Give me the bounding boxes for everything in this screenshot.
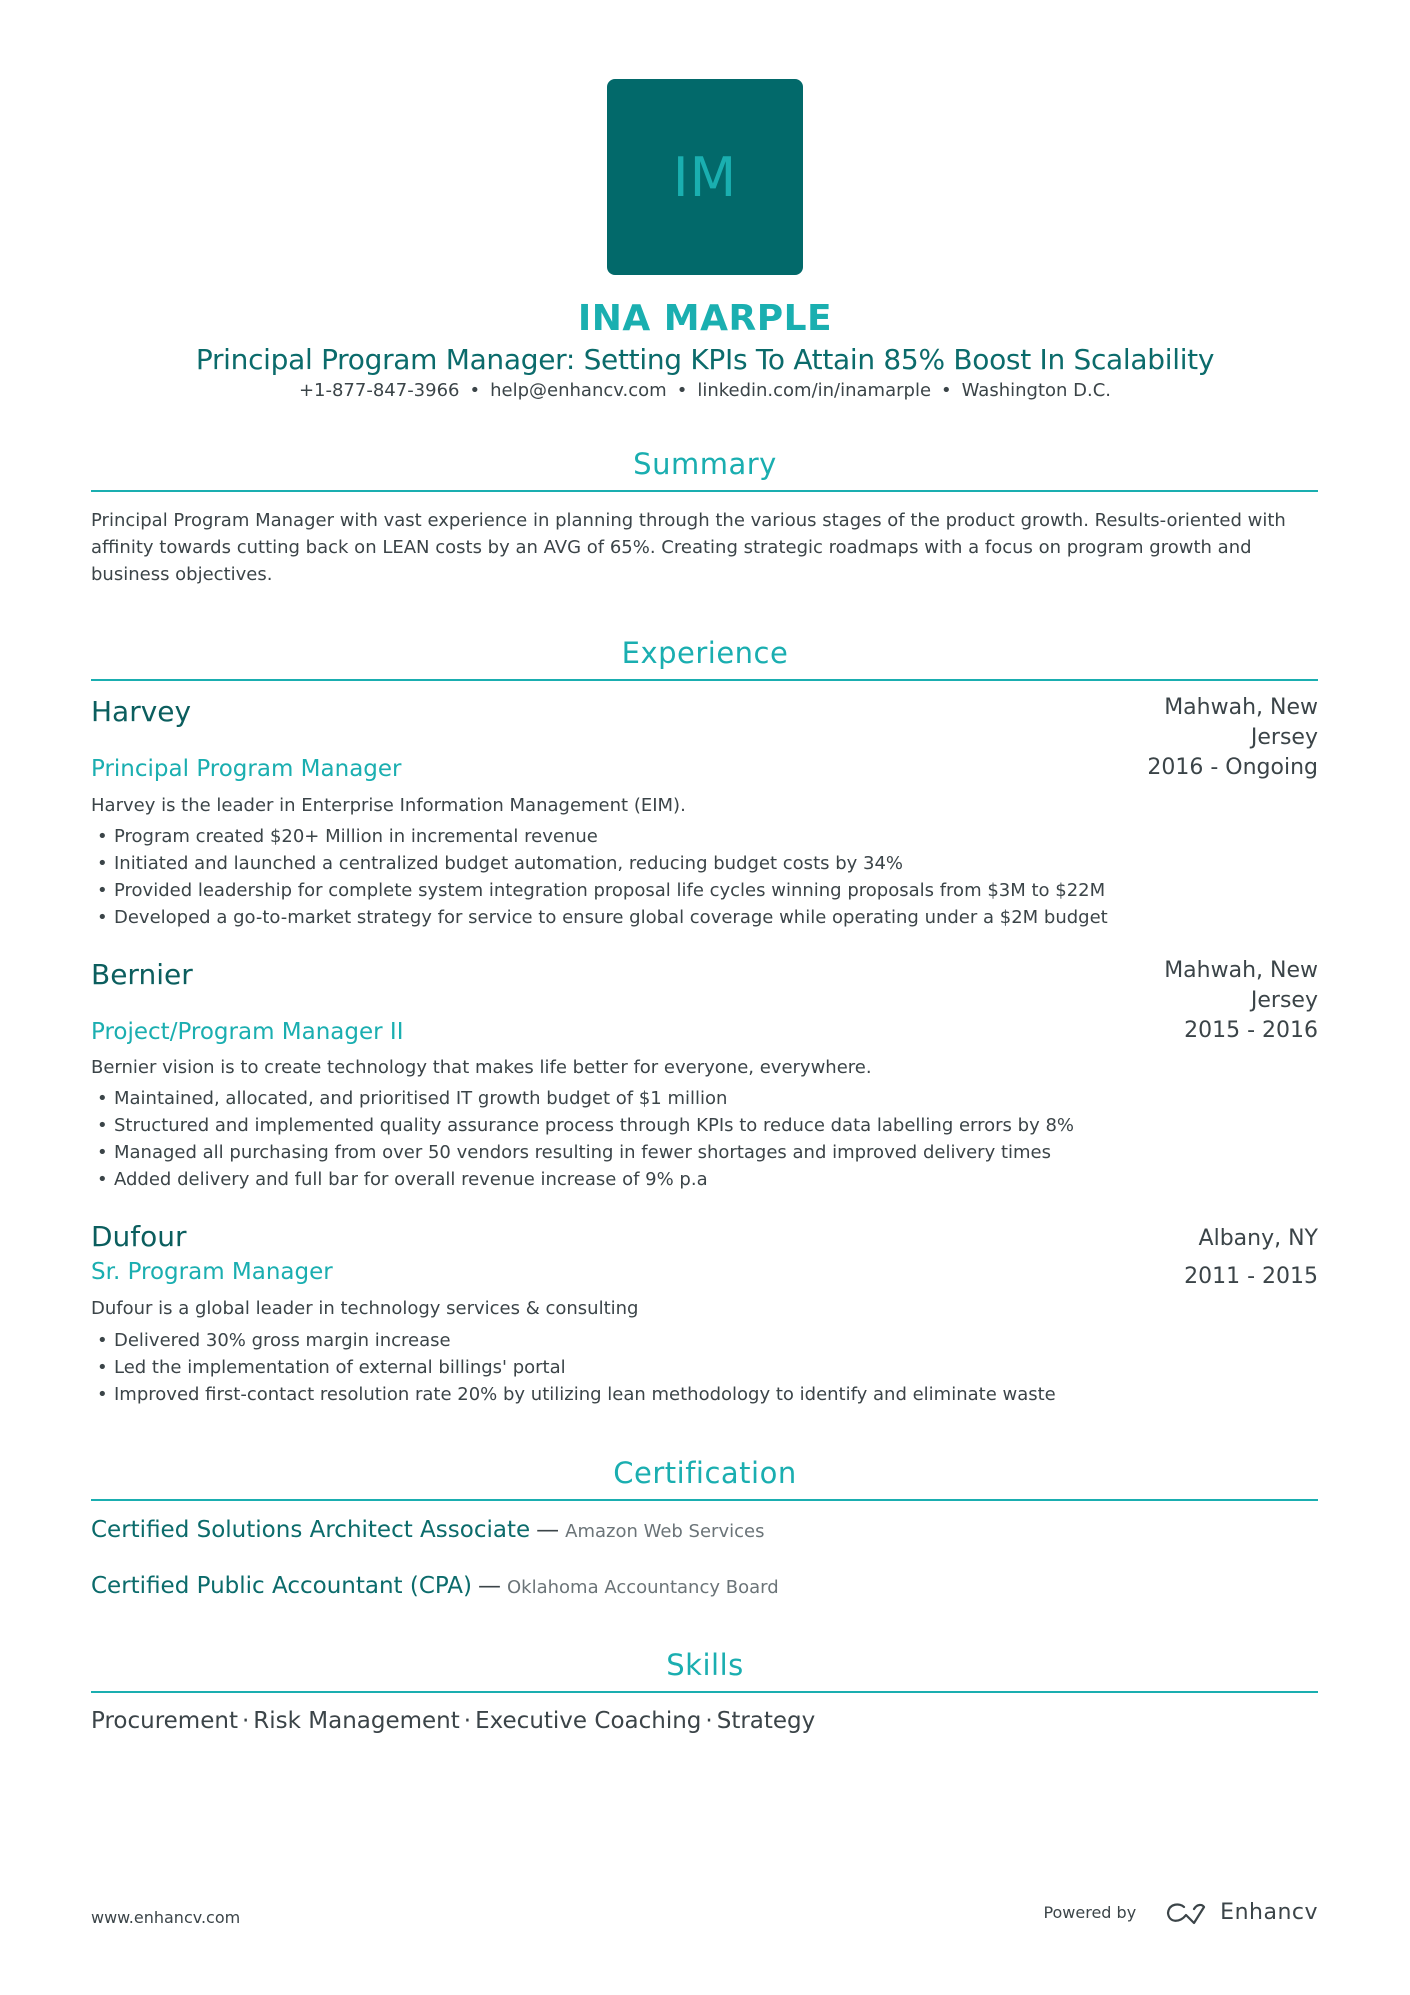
company-description: Bernier vision is to create technology that makes life better for everyone, everywhere. xyxy=(91,1057,872,1078)
contact-separator: • xyxy=(469,380,481,401)
skill-item: Risk Management xyxy=(253,1708,460,1734)
list-item: • Led the implementation of external billings' portal xyxy=(91,1354,1056,1381)
company-name: Dufour xyxy=(91,1220,187,1253)
skill-item: Executive Coaching xyxy=(475,1708,702,1734)
certification-issuer: Amazon Web Services xyxy=(565,1521,765,1542)
contact-phone[interactable]: +1-877-847-3966 xyxy=(298,380,460,401)
skill-separator: · xyxy=(705,1708,713,1734)
job-location-cont: Jersey xyxy=(1250,988,1318,1013)
section-title-experience: Experience xyxy=(621,636,789,670)
list-item: • Improved first-contact resolution rate 20% by utilizing lean methodology to identify and eliminate waste xyxy=(91,1381,1056,1408)
certification-item xyxy=(91,1573,779,1599)
footer-branding[interactable] xyxy=(1043,1900,1318,1925)
job-dates: 2015 - 2016 xyxy=(1184,1018,1318,1043)
certification-dash: — xyxy=(478,1573,502,1599)
section-divider xyxy=(91,679,1318,681)
contact-linkedin[interactable]: linkedin.com/in/inamarple xyxy=(697,380,932,401)
footer-website-link[interactable]: www.enhancv.com xyxy=(91,1908,241,1927)
job-location: Albany, NY xyxy=(1198,1226,1318,1251)
candidate-name: INA MARPLE xyxy=(577,298,833,339)
list-item: • Initiated and launched a centralized budget automation, reducing budget costs by 34% xyxy=(91,850,1108,877)
list-item: • Added delivery and full bar for overall revenue increase of 9% p.a xyxy=(91,1166,1074,1193)
list-item: • Program created $20+ Million in incremental revenue xyxy=(91,823,1108,850)
avatar-initials: IM xyxy=(672,145,738,209)
list-item: • Developed a go-to-market strategy for service to ensure global coverage while operating under a $2M budget xyxy=(91,904,1108,931)
section-divider xyxy=(91,1499,1318,1501)
avatar xyxy=(607,79,803,275)
job-meta xyxy=(1118,693,1318,783)
job-dates: 2011 - 2015 xyxy=(1184,1264,1318,1289)
certification-dash: — xyxy=(536,1517,560,1543)
list-item: • Maintained, allocated, and prioritised IT growth budget of $1 million xyxy=(91,1085,1074,1112)
company-name: Bernier xyxy=(91,958,193,991)
company-name: Harvey xyxy=(91,695,192,728)
job-role: Sr. Program Manager xyxy=(91,1259,333,1285)
summary-text: Principal Program Manager with vast experience in planning through the various stages of the product growth. Results-oriented with affinity towards cutting back on LEAN costs by an AVG of 65%. Creating strategic roadmaps with a focus on program growth and business objectives. xyxy=(91,510,1286,585)
job-location: Mahwah, New xyxy=(1164,958,1318,983)
enhancv-logo-icon xyxy=(1164,1901,1210,1925)
powered-by-label: Powered by xyxy=(1043,1903,1137,1922)
skill-separator: · xyxy=(463,1708,472,1734)
contact-email[interactable]: help@enhancv.com xyxy=(490,380,667,401)
achievement-list xyxy=(91,1085,1074,1193)
contact-line xyxy=(0,380,1410,401)
certification-name: Certified Solutions Architect Associate xyxy=(91,1517,531,1543)
contact-location: Washington D.C. xyxy=(961,380,1112,401)
brand-name: Enhancv xyxy=(1220,1900,1318,1925)
job-dates: 2016 - Ongoing xyxy=(1147,755,1318,780)
skill-item: Strategy xyxy=(716,1708,816,1734)
achievement-list xyxy=(91,1327,1056,1408)
section-title-skills: Skills xyxy=(666,1648,744,1682)
certification-issuer: Oklahoma Accountancy Board xyxy=(507,1577,779,1598)
skill-item: Procurement xyxy=(91,1708,238,1734)
job-meta xyxy=(1118,1220,1318,1296)
certification-name: Certified Public Accountant (CPA) xyxy=(91,1573,473,1599)
company-description: Harvey is the leader in Enterprise Information Management (EIM). xyxy=(91,795,686,816)
contact-separator: • xyxy=(941,380,952,401)
job-location-cont: Jersey xyxy=(1250,725,1318,750)
job-location: Mahwah, New xyxy=(1164,695,1318,720)
certification-item xyxy=(91,1517,764,1543)
section-title-certification: Certification xyxy=(613,1456,797,1490)
section-divider xyxy=(91,1691,1318,1693)
job-role: Project/Program Manager II xyxy=(91,1019,404,1045)
list-item: • Delivered 30% gross margin increase xyxy=(91,1327,1056,1354)
contact-separator: • xyxy=(676,380,688,401)
headline: Principal Program Manager: Setting KPIs To Attain 85% Boost In Scalability xyxy=(195,343,1215,376)
section-divider xyxy=(91,490,1318,492)
job-meta xyxy=(1118,956,1318,1046)
company-description: Dufour is a global leader in technology services & consulting xyxy=(91,1298,639,1319)
skill-separator: · xyxy=(241,1708,250,1734)
section-title-summary: Summary xyxy=(633,447,777,481)
list-item: • Managed all purchasing from over 50 vendors resulting in fewer shortages and improved delivery times xyxy=(91,1139,1074,1166)
skills-list xyxy=(91,1708,815,1734)
achievement-list xyxy=(91,823,1108,931)
list-item: • Structured and implemented quality assurance process through KPIs to reduce data labelling errors by 8% xyxy=(91,1112,1074,1139)
job-role: Principal Program Manager xyxy=(91,756,402,782)
list-item: • Provided leadership for complete system integration proposal life cycles winning proposals from $3M to $22M xyxy=(91,877,1108,904)
